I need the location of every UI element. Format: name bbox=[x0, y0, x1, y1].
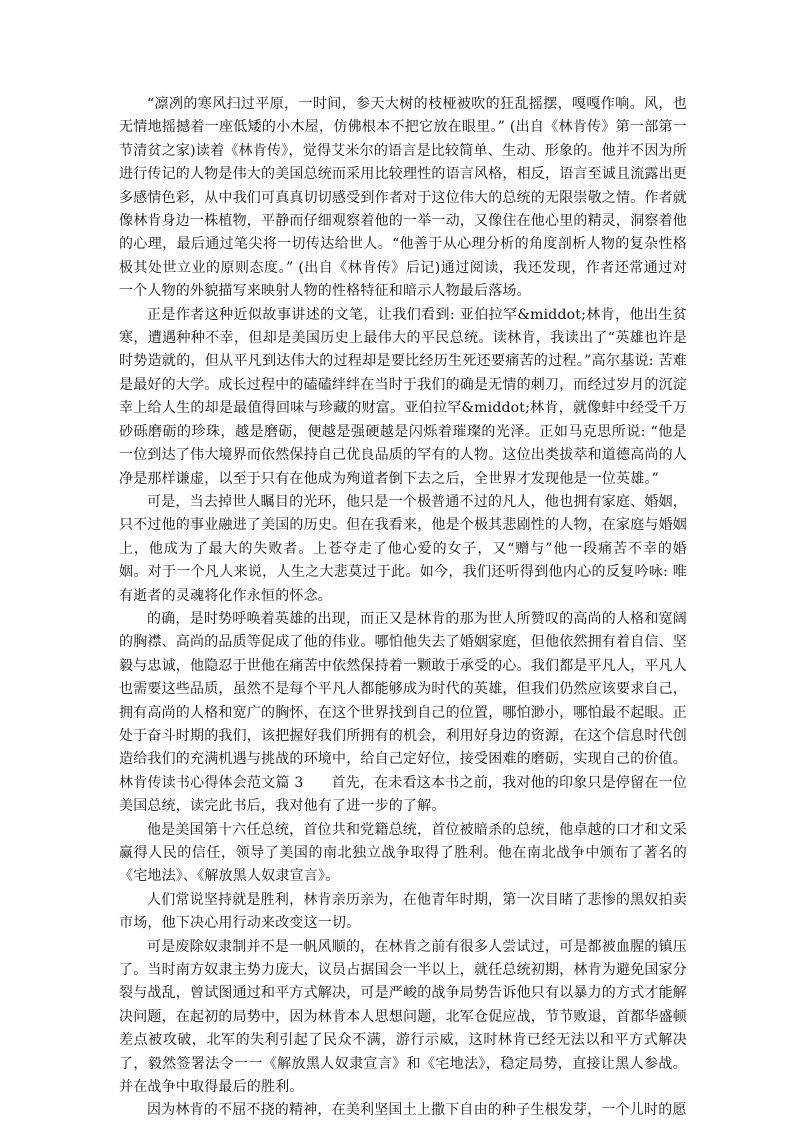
paragraph-4: 的确，是时势呼唤着英雄的出现，而正又是林肯的那为世人所赞叹的高尚的人格和宽阔的胸襟、高尚的品质等促成了他的伟业。哪怕他失去了婚姻家庭，但他依然拥有着自信、坚毅与忠诚，他隐忍于世他在痛苦中依然保持着一颗敢于承受的心。我们都是平凡人，平凡人也需要这些品质，虽然不是每个平凡人都能够成为时代的英雄，但我们仍然应该要求自己，拥有高尚的人格和宽广的胸怀，在这个世界找到自己的位置，哪怕渺小，哪怕最不起眼。正处于奋斗时期的我们，该把握好我们所拥有的机会，利用好身边的资源，在这个信息时代创造给我们的充满机遇与挑战的环境中，给自己定好位，接受困难的磨砺，实现自己的价值。 bbox=[119, 610, 687, 768]
paragraph-2: 正是作者这种近似故事讲述的文笔，让我们看到: 亚伯拉罕&middot;林肯，他出生贫寒，遭遇种种不幸，但却是美国历史上最伟大的平民总统。读林肯，我读出了“英雄也许是时势造就的，但从平凡到达伟大的过程却是要比经历生死还要痛苦的过程。”高尔基说: 苦难是最好的大学。成长过程中的磕磕绊绊在当时于我们的确是无情的刺刀，而经过岁月的沉淀幸上给人生的却是最值得回味与珍藏的财富。亚伯拉罕&middot;林肯，就像蚌中经受千万砂砾磨砺的珍珠，越是磨砺，便越是强硬越是闪烁着璀璨的光泽。正如马克思所说: “他是一位到达了伟大境界而依然保持自己优良品质的罕有的人物。这位出类拔萃和道德高尚的人净是那样谦虚，以至于只有在他成为殉道者倒下去之后，全世界才发现他是一位英雄。” bbox=[119, 306, 687, 487]
paragraph-7: 可是废除奴隶制并不是一帆风顺的，在林肯之前有很多人尝试过，可是都被血腥的镇压了。当时南方奴隶主势力庞大，议员占据国会一半以上，就任总统初期，林肯为避免国家分裂与战乱，曾试图通过和平方式解决，可是严峻的战争局势告诉他只有以暴力的方式才能解决问题，在起初的局势中，因为林肯本人思想问题，北军仓促应战，节节败退，首都华盛顿差点被攻破，北军的失利引起了民众不满，游行示威，这时林肯已经无法以和平方式解决了，毅然签署法令一一《解放黑人奴隶宣言》和《宅地法》，稳定局势，直接让黑人参战。并在战争中取得最后的胜利。 bbox=[119, 938, 687, 1096]
paragraph-3: 可是，当去掉世人瞩目的光环，他只是一个极普通不过的凡人，他也拥有家庭、婚姻，只不过他的事业融进了美国的历史。但在我看来，他是个极其悲剧性的人物，在家庭与婚姻上，他成为了最大的失败者。上苍夺走了他心爱的女子，又“赠与”他一段痛苦不幸的婚姻。对于一个凡人来说，人生之大悲莫过于此。如今，我们还听得到他内心的反复吟咏: 唯有逝者的灵魂将化作永恒的怀念。 bbox=[119, 493, 687, 604]
section-heading: 林肯传读书心得体会范文篇 3 bbox=[119, 774, 304, 791]
section-block bbox=[119, 772, 687, 819]
paragraph-5: 他是美国第十六任总统，首位共和党籍总统，首位被暗杀的总统，他卓越的口才和文采赢得人民的信任，领导了美国的南北独立战争取得了胜利。他在南北战争中颁布了著名的《宅地法》、《解放黑人奴隶宣言》。 bbox=[119, 821, 687, 885]
section-intro: 首先，在未看这本书之前，我对他的印象只是停留在一位美国总统，读完此书后，我对他有了进一步的了解。 bbox=[119, 774, 687, 815]
paragraph-1: “凛冽的寒风扫过平原，一时间，参天大树的枝桠被吹的狂乱摇摆，嘎嘎作响。风，也无情地摇撼着一座低矮的小木屋，仿佛根本不把它放在眼里。” (出自《林肯传》第一部第一节清贫之家)读着《林肯传》，觉得艾米尔的语言是比较简单、生动、形象的。他并不因为所进行传记的人物是伟大的美国总统而采用比较理性的语言风格，相反，语言至诚且流露出更多感情色彩，从中我们可真真切切感受到作者对于这位伟大的总统的无限崇敬之情。作者就像林肯身边一株植物，平静而仔细观察着他的一举一动，又像住在他心里的精灵，洞察着他的心理，最后通过笔尖将一切传达给世人。“他善于从心理分析的角度剖析人物的复杂性格极其处世立业的原则态度。” (出自《林肯传》后记)通过阅读，我还发现，作者还常通过对一个人物的外貌描写来映射人物的性格特征和暗示人物最后落场。 bbox=[119, 96, 687, 300]
document-body bbox=[119, 93, 687, 1123]
paragraph-6: 人们常说坚持就是胜利，林肯亲历亲为，在他青年时期，第一次目睹了悲惨的黑奴拍卖市场，他下决心用行动来改变这一切。 bbox=[119, 891, 687, 932]
paragraph-8: 因为林肯的不屈不挠的精神，在美利坚国土上撒下自由的种子生根发芽，一个儿时的愿 bbox=[147, 1102, 687, 1119]
